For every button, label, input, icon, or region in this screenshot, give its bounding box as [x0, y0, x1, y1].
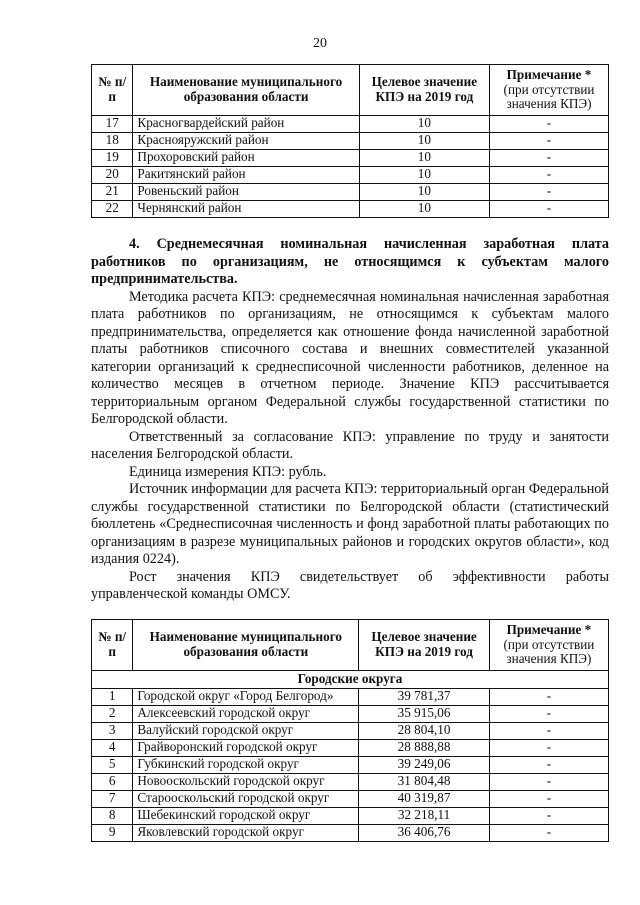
unit-paragraph: Единица измерения КПЭ: рубль. [129, 463, 327, 480]
table-row [92, 807, 609, 824]
row-note: - [489, 705, 608, 722]
row-num: 2 [92, 705, 133, 722]
table-row [92, 149, 609, 166]
header-note-title: Примечание * [506, 67, 592, 82]
kpe-table-districts [91, 64, 609, 218]
row-name: Ровеньский район [133, 183, 359, 200]
row-note: - [489, 756, 608, 773]
header-name: Наименование муниципального образования области [133, 620, 359, 671]
row-name: Городской округ «Город Белгород» [133, 688, 359, 705]
row-name: Губкинский городской округ [133, 756, 359, 773]
table-row [92, 200, 609, 217]
row-value: 10 [359, 166, 489, 183]
row-value: 10 [359, 149, 489, 166]
row-name: Грайворонский городской округ [133, 739, 359, 756]
table-header-row [92, 620, 609, 671]
row-num: 3 [92, 722, 133, 739]
row-num: 21 [92, 183, 133, 200]
table-row [92, 756, 609, 773]
row-name: Прохоровский район [133, 149, 359, 166]
table-row [92, 773, 609, 790]
row-note: - [489, 807, 608, 824]
row-name: Краснояружский район [133, 132, 359, 149]
row-note: - [489, 824, 608, 841]
row-name: Новооскольский городской округ [133, 773, 359, 790]
table-row [92, 790, 609, 807]
table-row [92, 722, 609, 739]
row-num: 7 [92, 790, 133, 807]
header-note-sub: (при отсутствии значения КПЭ) [503, 636, 595, 667]
row-num: 20 [92, 166, 133, 183]
table-row [92, 115, 609, 132]
row-num: 6 [92, 773, 133, 790]
row-note: - [490, 132, 609, 149]
header-note-title: Примечание * [506, 622, 592, 637]
row-value: 36 406,76 [359, 824, 490, 841]
table-row [92, 183, 609, 200]
header-note [490, 65, 609, 116]
row-value: 10 [359, 200, 489, 217]
row-note: - [489, 722, 608, 739]
source-paragraph: Источник информации для расчета КПЭ: территориальный орган Федеральной службы государственной статистики по Белгородской области (статистический бюллетень «Среднесписочная численность и фонд заработной платы работающих по организациям в разрезе муниципальных районов и городских округов области», код издания 0224). [91, 481, 609, 567]
row-name: Шебекинский городской округ [133, 807, 359, 824]
growth-paragraph: Рост значения КПЭ свидетельствует об эффективности работы управленческой команды ОМСУ. [91, 568, 609, 602]
row-note: - [490, 149, 609, 166]
table-row [92, 132, 609, 149]
row-note: - [489, 739, 608, 756]
table-row [92, 824, 609, 841]
header-note [489, 620, 608, 671]
header-note-sub: (при отсутствии значения КПЭ) [503, 81, 595, 112]
row-value: 40 319,87 [359, 790, 490, 807]
method-paragraph: Методика расчета КПЭ: среднемесячная номинальная начисленная заработная плата работников по организациям, не относящимся к субъектам малого предпринимательства, определяется как отношение фонда начисленной заработной платы работников списочного состава и внешних совместителей указанной категории организаций к среднесписочной численности работников, деленное на количество месяцев в отчетном периоде. Значение КПЭ рассчитывается территориальным органом Федеральной службы государственной статистики по Белгородской области. [91, 288, 609, 427]
header-num: № п/п [92, 65, 133, 116]
row-value: 39 781,37 [359, 688, 490, 705]
row-note: - [490, 166, 609, 183]
row-name: Алексеевский городской округ [133, 705, 359, 722]
page-number: 20 [313, 36, 327, 51]
row-note: - [490, 200, 609, 217]
row-value: 31 804,48 [359, 773, 490, 790]
row-name: Красногвардейский район [133, 115, 359, 132]
row-num: 18 [92, 132, 133, 149]
row-name: Валуйский городской округ [133, 722, 359, 739]
header-name: Наименование муниципального образования области [133, 65, 359, 116]
table-header-row [92, 65, 609, 116]
row-note: - [489, 688, 608, 705]
row-note: - [490, 115, 609, 132]
row-num: 8 [92, 807, 133, 824]
row-value: 35 915,06 [359, 705, 490, 722]
table-row [92, 688, 609, 705]
row-value: 10 [359, 183, 489, 200]
group-label: Городские округа [92, 670, 609, 688]
header-num: № п/п [92, 620, 133, 671]
kpe-table-city-districts [91, 619, 609, 842]
row-note: - [489, 790, 608, 807]
row-num: 22 [92, 200, 133, 217]
row-num: 5 [92, 756, 133, 773]
header-value: Целевое значение КПЭ на 2019 год [359, 65, 489, 116]
row-value: 28 804,10 [359, 722, 490, 739]
row-num: 1 [92, 688, 133, 705]
row-num: 17 [92, 115, 133, 132]
table-row [92, 705, 609, 722]
section-heading: 4. Среднемесячная номинальная начисленная заработная плата работников по организациям, не относящимся к субъектам малого предпринимательства. [91, 236, 609, 287]
row-name: Старооскольский городской округ [133, 790, 359, 807]
row-value: 28 888,88 [359, 739, 490, 756]
row-num: 9 [92, 824, 133, 841]
table-row [92, 739, 609, 756]
row-value: 32 218,11 [359, 807, 490, 824]
row-value: 39 249,06 [359, 756, 490, 773]
table-row [92, 166, 609, 183]
section-text [91, 236, 609, 604]
group-row [92, 670, 609, 688]
row-value: 10 [359, 115, 489, 132]
row-note: - [489, 773, 608, 790]
header-value: Целевое значение КПЭ на 2019 год [359, 620, 490, 671]
row-note: - [490, 183, 609, 200]
responsible-paragraph: Ответственный за согласование КПЭ: управление по труду и занятости населения Белгородской области. [91, 428, 609, 462]
row-value: 10 [359, 132, 489, 149]
row-num: 4 [92, 739, 133, 756]
row-name: Яковлевский городской округ [133, 824, 359, 841]
row-num: 19 [92, 149, 133, 166]
row-name: Ракитянский район [133, 166, 359, 183]
row-name: Чернянский район [133, 200, 359, 217]
